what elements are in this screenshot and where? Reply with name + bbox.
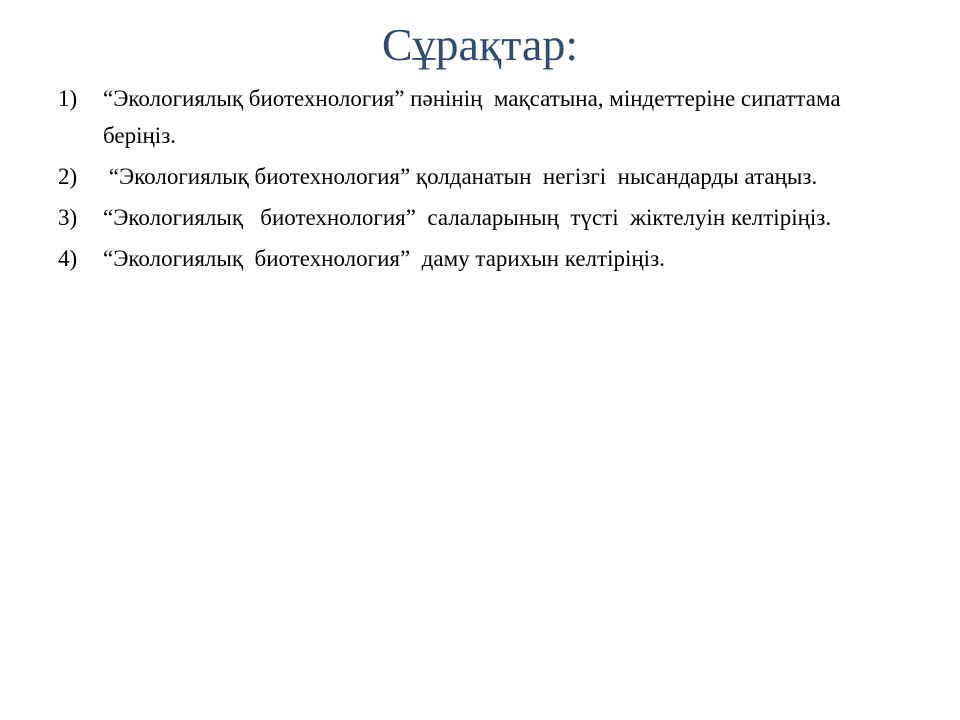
question-text: “Экологиялық биотехнология” қолданатын негізгі нысандарды атаңыз.	[103, 164, 818, 189]
question-number: 3)	[58, 205, 78, 230]
question-item-2	[58, 158, 924, 195]
slide-title: Сұрақтар:	[381, 19, 579, 70]
question-number: 2)	[58, 164, 78, 189]
question-item-1	[58, 80, 924, 154]
question-text: “Экологиялық биотехнология” салаларының түсті жіктелуін келтіріңіз.	[103, 205, 832, 230]
question-text: “Экологиялық биотехнология” даму тарихын келтіріңіз.	[103, 246, 665, 271]
question-text: “Экологиялық биотехнология” пәнінің мақсатына, міндеттеріне сипаттама беріңіз.	[103, 86, 853, 148]
question-item-4	[58, 240, 924, 277]
question-number: 1)	[58, 86, 78, 111]
question-number: 4)	[58, 246, 78, 271]
question-list	[58, 80, 924, 281]
question-item-3	[58, 199, 924, 236]
